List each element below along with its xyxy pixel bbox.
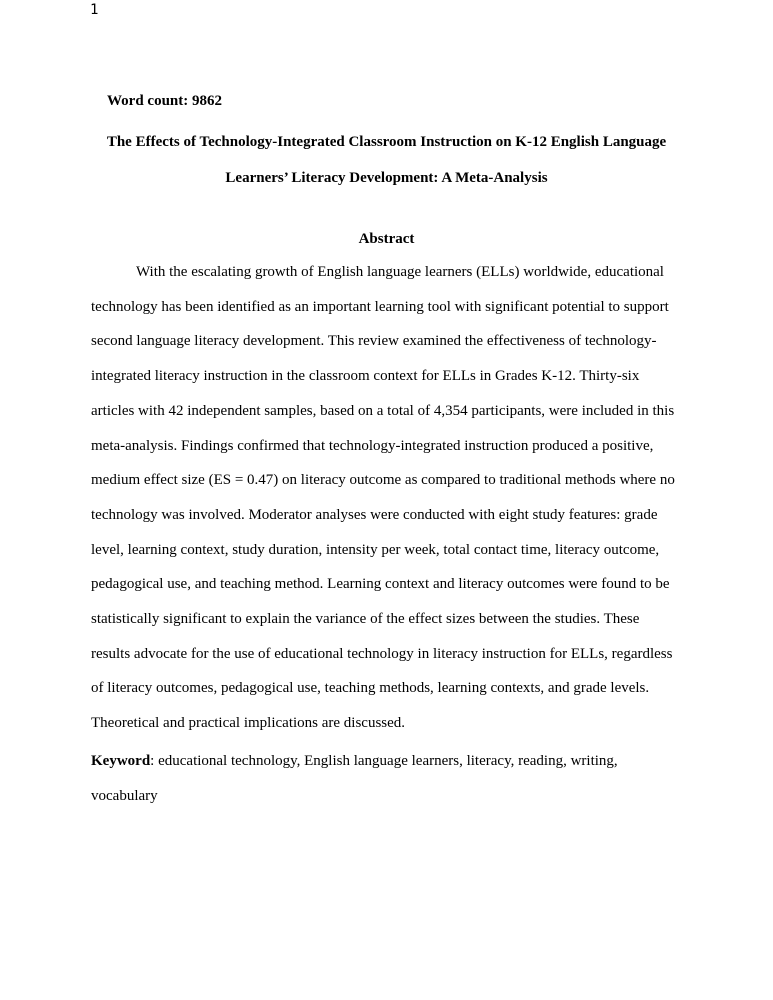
keywords: [91, 744, 686, 814]
title-line-2: Learners’ Literacy Development: A Meta-Analysis: [225, 170, 548, 186]
abstract-line: of literacy outcomes, pedagogical use, teaching methods, learning contexts, and grade levels.: [91, 680, 650, 697]
page-number: 1: [90, 2, 99, 18]
abstract-line: medium effect size (ES = 0.47) on literacy outcome as compared to traditional methods where no: [91, 472, 675, 489]
abstract-line: results advocate for the use of educational technology in literacy instruction for ELLs, regardless: [91, 645, 673, 662]
abstract-line: level, learning context, study duration, intensity per week, total contact time, literacy outcome,: [91, 541, 660, 558]
abstract-line: articles with 42 independent samples, based on a total of 4,354 participants, were included in this: [91, 402, 675, 419]
abstract-line: technology was involved. Moderator analyses were conducted with eight study features: grade: [91, 506, 658, 523]
abstract-line: Theoretical and practical implications are discussed.: [91, 715, 406, 732]
keywords-line-1: [91, 744, 686, 779]
abstract-line: pedagogical use, and teaching method. Learning context and literacy outcomes were found to be: [91, 576, 670, 593]
title-line-1: The Effects of Technology-Integrated Classroom Instruction on K-12 English Language: [106, 134, 667, 150]
abstract-body: [91, 255, 686, 741]
abstract-line: meta-analysis. Findings confirmed that technology-integrated instruction produced a positive,: [91, 437, 654, 454]
abstract-line: second language literacy development. This review examined the effectiveness of technology-: [91, 333, 657, 350]
abstract-line: With the escalating growth of English language learners (ELLs) worldwide, educational: [136, 264, 664, 280]
abstract-heading: Abstract: [358, 231, 415, 247]
paper-title: [90, 124, 683, 196]
abstract-line: statistically significant to explain the variance of the effect sizes between the studies. These: [91, 611, 640, 628]
keywords-label: Keyword: [91, 753, 151, 769]
abstract-line: integrated literacy instruction in the classroom context for ELLs in Grades K-12. Thirty-six: [91, 368, 640, 385]
keywords-line-2: vocabulary: [91, 788, 158, 804]
keywords-list: : educational technology, English language learners, literacy, reading, writing,: [150, 753, 618, 769]
word-count: Word count: 9862: [107, 93, 223, 109]
abstract-line: technology has been identified as an important learning tool with significant potential to support: [91, 298, 669, 315]
